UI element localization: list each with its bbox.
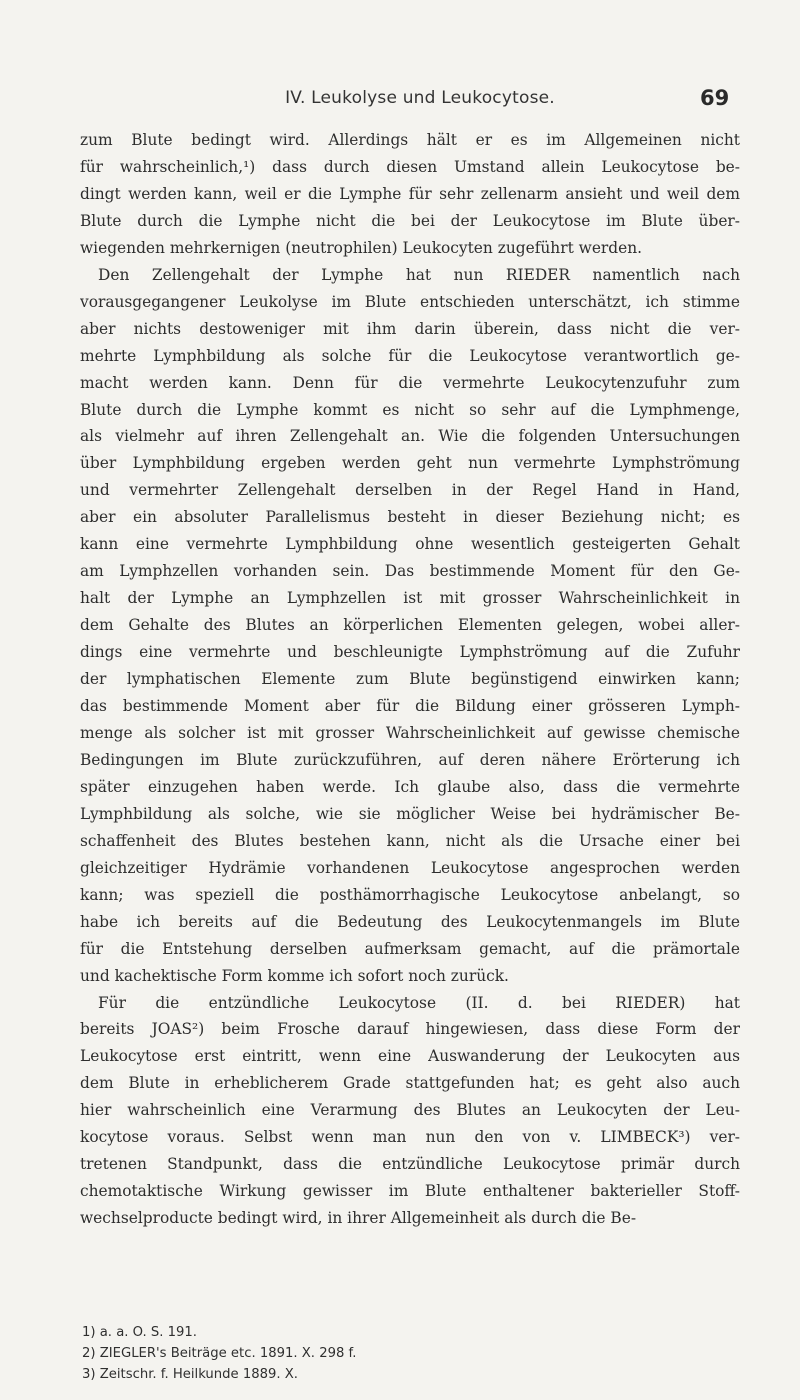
text-line: kann eine vermehrte Lymphbildung ohne wesentlich gesteigerten Gehalt (80, 535, 740, 554)
page-number: 69 (700, 86, 730, 110)
text-line: chemotaktische Wirkung gewisser im Blute enthaltener bakterieller Stoff- (80, 1182, 740, 1201)
text-line: aber ein absoluter Parallelismus besteht in dieser Beziehung nicht; es (80, 508, 740, 527)
text-line: kann; was speziell die posthämorrhagische Leukocytose anbelangt, so (80, 885, 740, 904)
text-line: Blute durch die Lymphe kommt es nicht so sehr auf die Lymphmenge, (80, 400, 740, 419)
text-line: Den Zellengehalt der Lymphe hat nun RIEDER namentlich nach (98, 265, 740, 284)
text-line: dem Gehalte des Blutes an körperlichen Elementen gelegen, wobei aller- (80, 616, 740, 635)
text-line: Bedingungen im Blute zurückzuführen, auf deren nähere Erörterung ich (80, 750, 740, 769)
text-line: gleichzeitiger Hydrämie vorhandenen Leukocytose angesprochen werden (80, 858, 740, 877)
text-line: und vermehrter Zellengehalt derselben in der Regel Hand in Hand, (80, 481, 740, 500)
text-line: der lymphatischen Elemente zum Blute begünstigend einwirken kann; (80, 670, 740, 689)
text-line: habe ich bereits auf die Bedeutung des Leukocytenmangels im Blute (80, 912, 740, 931)
text-line: bereits JOAS²) beim Frosche darauf hingewiesen, dass diese Form der (80, 1020, 740, 1039)
footnotes (80, 1322, 740, 1385)
text-line: macht werden kann. Denn für die vermehrte Leukocytenzufuhr zum (80, 373, 740, 392)
text-line: und kachektische Form komme ich sofort noch zurück. (80, 966, 509, 985)
text-line: menge als solcher ist mit grosser Wahrscheinlichkeit auf gewisse chemische (80, 723, 740, 742)
text-line: über Lymphbildung ergeben werden geht nun vermehrte Lymphströmung (80, 454, 740, 473)
text-line: dings eine vermehrte und beschleunigte Lymphströmung auf die Zufuhr (80, 643, 740, 662)
text-line: später einzugehen haben werde. Ich glaube also, dass die vermehrte (80, 777, 740, 796)
text-line: tretenen Standpunkt, dass die entzündliche Leukocytose primär durch (80, 1155, 740, 1174)
text-line: wiegenden mehrkernigen (neutrophilen) Leukocyten zugeführt werden. (80, 238, 643, 257)
text-line: zum Blute bedingt wird. Allerdings hält er es im Allgemeinen nicht (80, 131, 740, 149)
body-text (80, 127, 740, 1232)
text-line: das bestimmende Moment aber für die Bildung einer grösseren Lymph- (80, 697, 740, 716)
text-line: für die Entstehung derselben aufmerksam gemacht, auf die prämortale (80, 939, 740, 958)
text-line: schaffenheit des Blutes bestehen kann, nicht als die Ursache einer bei (80, 831, 740, 850)
text-line: mehrte Lymphbildung als solche für die Leukocytose verantwortlich ge- (80, 346, 740, 365)
text-line: hier wahrscheinlich eine Verarmung des Blutes an Leukocyten der Leu- (80, 1101, 740, 1120)
text-line: dem Blute in erheblicherem Grade stattgefunden hat; es geht also auch (80, 1074, 740, 1093)
text-line: Leukocytose erst eintritt, wenn eine Auswanderung der Leukocyten aus (80, 1047, 740, 1066)
text-line: am Lymphzellen vorhanden sein. Das bestimmende Moment für den Ge- (80, 562, 740, 581)
footnote: 3) Zeitschr. f. Heilkunde 1889. X. (82, 1367, 299, 1382)
text-line: halt der Lymphe an Lymphzellen ist mit grosser Wahrscheinlichkeit in (80, 589, 740, 608)
footnote: 2) ZIEGLER's Beiträge etc. 1891. X. 298 f. (82, 1346, 357, 1361)
text-line: für wahrscheinlich,¹) dass durch diesen Umstand allein Leukocytose be- (80, 157, 740, 176)
footnote: 1) a. a. O. S. 191. (82, 1325, 198, 1340)
text-line: Für die entzündliche Leukocytose (II. d. bei RIEDER) hat (98, 993, 740, 1012)
text-line: Blute durch die Lymphe nicht die bei der Leukocytose im Blute über- (80, 211, 740, 230)
text-line: als vielmehr auf ihren Zellengehalt an. Wie die folgenden Untersuchungen (80, 427, 740, 446)
text-line: Lymphbildung als solche, wie sie möglicher Weise bei hydrämischer Be- (80, 804, 740, 823)
text-line: vorausgegangener Leukolyse im Blute entschieden unterschätzt, ich stimme (80, 292, 740, 311)
text-line: aber nichts destoweniger mit ihm darin überein, dass nicht die ver- (80, 319, 740, 338)
text-line: kocytose voraus. Selbst wenn man nun den von v. LIMBECK³) ver- (80, 1128, 740, 1147)
text-line: wechselproducte bedingt wird, in ihrer Allgemeinheit als durch die Be- (80, 1209, 637, 1228)
running-title: IV. Leukolyse und Leukocytose. (285, 88, 555, 108)
text-line: dingt werden kann, weil er die Lymphe für sehr zellenarm ansieht und weil dem (80, 184, 740, 203)
